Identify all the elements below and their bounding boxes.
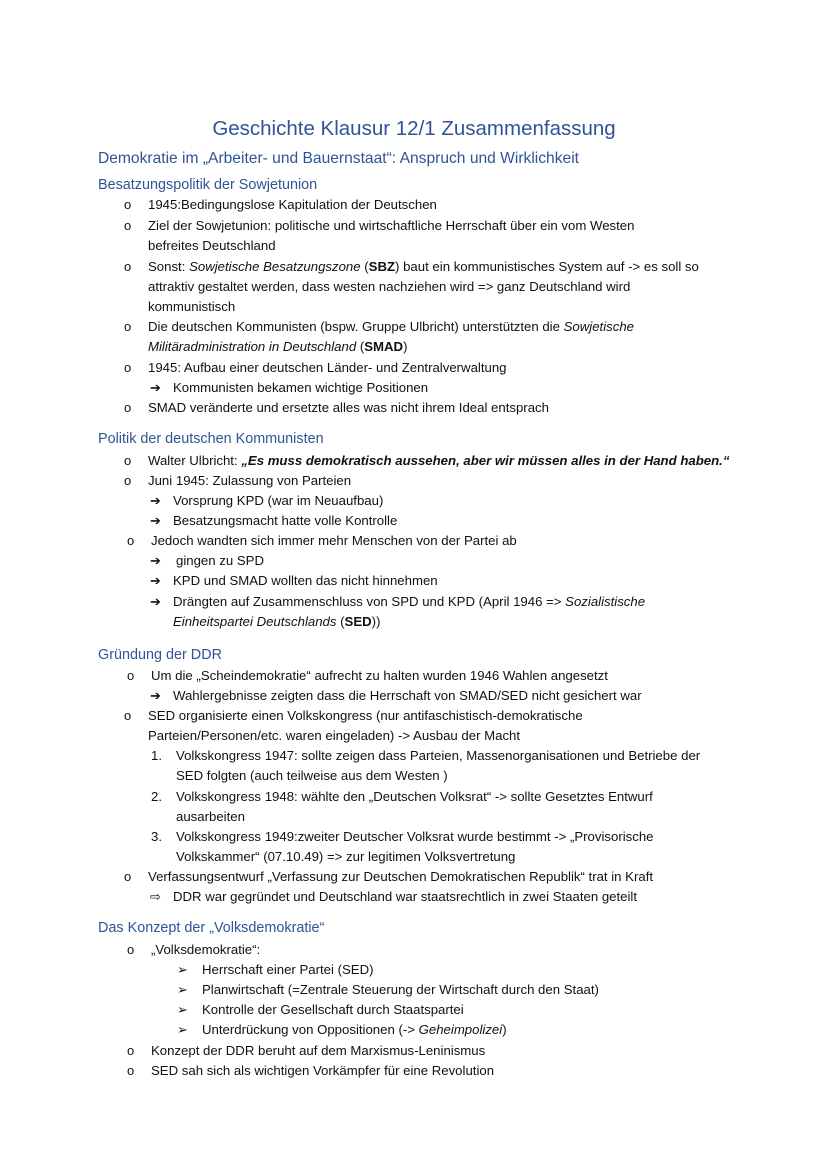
list-item-continuation: attraktiv gestaltet werden, dass westen nachziehen wird => ganz Deutschland wird	[148, 279, 631, 294]
section-heading-konzept: Das Konzept der „Volksdemokratie“	[98, 920, 325, 936]
bullet-icon: o	[124, 197, 132, 212]
arrow-right-icon: ➔	[150, 553, 161, 568]
numbered-item: Volkskongress 1947: sollte zeigen dass Parteien, Massenorganisationen und Betriebe der	[176, 748, 701, 763]
list-item: Verfassungsentwurf „Verfassung zur Deutschen Demokratischen Republik“ trat in Kraft	[148, 869, 654, 884]
sub-list-item-continuation: Einheitspartei Deutschlands (SED))	[173, 614, 381, 629]
sub-list-item: Wahlergebnisse zeigten dass die Herrschaft von SMAD/SED nicht gesichert war	[173, 688, 642, 703]
bullet-icon: o	[124, 319, 132, 334]
arrow-right-icon: ➔	[150, 513, 161, 528]
bullet-icon: o	[124, 869, 132, 884]
triangle-arrow-icon: ➢	[177, 982, 188, 997]
numbered-item-continuation: Volkskammer“ (07.10.49) => zur legitimen Volksvertretung	[176, 849, 516, 864]
list-item: Jedoch wandten sich immer mehr Menschen von der Partei ab	[151, 533, 517, 548]
list-item: Sonst: Sowjetische Besatzungszone (SBZ) baut ein kommunistisches System auf -> es soll so	[148, 259, 699, 274]
bullet-icon: o	[124, 360, 132, 375]
bullet-icon: o	[124, 473, 132, 488]
bullet-icon: o	[127, 942, 135, 957]
bullet-icon: o	[124, 259, 132, 274]
sub-list-item: Unterdrückung von Oppositionen (-> Geheimpolizei)	[202, 1022, 507, 1037]
bullet-icon: o	[127, 533, 135, 548]
sub-list-item: Vorsprung KPD (war im Neuaufbau)	[173, 493, 384, 508]
arrow-right-icon: ➔	[150, 594, 161, 609]
list-item: Ziel der Sowjetunion: politische und wirtschaftliche Herrschaft über ein vom Westen	[148, 218, 635, 233]
bullet-icon: o	[127, 668, 135, 683]
list-item: SED organisierte einen Volkskongress (nur antifaschistisch-demokratische	[148, 708, 583, 723]
hollow-arrow-icon: ⇨	[150, 889, 161, 904]
list-item: Walter Ulbricht: „Es muss demokratisch aussehen, aber wir müssen alles in der Hand haben.“	[148, 453, 730, 468]
numbered-item-continuation: ausarbeiten	[176, 809, 245, 824]
list-item: SMAD veränderte und ersetzte alles was nicht ihrem Ideal entsprach	[148, 400, 549, 415]
section-heading-gruendung: Gründung der DDR	[98, 647, 222, 663]
numbered-item-continuation: SED folgten (auch teilweise aus dem Westen )	[176, 768, 448, 783]
bullet-icon: o	[124, 400, 132, 415]
sub-list-item: Drängten auf Zusammenschluss von SPD und KPD (April 1946 => Sozialistische	[173, 594, 646, 609]
numbered-marker: 1.	[151, 748, 162, 763]
list-item: 1945: Aufbau einer deutschen Länder- und Zentralverwaltung	[148, 360, 507, 375]
sub-list-item: Kontrolle der Gesellschaft durch Staatspartei	[202, 1002, 464, 1017]
sub-list-item: Planwirtschaft (=Zentrale Steuerung der Wirtschaft durch den Staat)	[202, 982, 599, 997]
section-heading-besatzung: Besatzungspolitik der Sowjetunion	[98, 177, 318, 193]
list-item-continuation: Militäradministration in Deutschland (SMAD)	[148, 339, 408, 354]
bullet-icon: o	[124, 218, 132, 233]
triangle-arrow-icon: ➢	[177, 962, 188, 977]
numbered-marker: 2.	[151, 789, 162, 804]
main-heading: Demokratie im „Arbeiter- und Bauernstaat“: Anspruch und Wirklichkeit	[98, 150, 579, 167]
numbered-item: Volkskongress 1948: wählte den „Deutschen Volksrat“ -> sollte Gesetztes Entwurf	[176, 789, 653, 804]
numbered-item: Volkskongress 1949:zweiter Deutscher Volksrat wurde bestimmt -> „Provisorische	[176, 829, 654, 844]
sub-list-item: Besatzungsmacht hatte volle Kontrolle	[173, 513, 398, 528]
sub-list-item: Kommunisten bekamen wichtige Positionen	[173, 380, 429, 395]
sub-list-item: gingen zu SPD	[176, 553, 264, 568]
list-item-continuation: kommunistisch	[148, 299, 236, 314]
bullet-icon: o	[124, 453, 132, 468]
bullet-icon: o	[124, 708, 132, 723]
list-item: Konzept der DDR beruht auf dem Marxismus-Leninismus	[151, 1043, 486, 1058]
numbered-marker: 3.	[151, 829, 162, 844]
list-item-continuation: Parteien/Personen/etc. waren eingeladen) -> Ausbau der Macht	[148, 728, 521, 743]
arrow-right-icon: ➔	[150, 380, 161, 395]
bullet-icon: o	[127, 1043, 135, 1058]
arrow-right-icon: ➔	[150, 573, 161, 588]
list-item: 1945:Bedingungslose Kapitulation der Deutschen	[148, 197, 437, 212]
sub-list-item: Herrschaft einer Partei (SED)	[202, 962, 374, 977]
sub-list-item: KPD und SMAD wollten das nicht hinnehmen	[173, 573, 438, 588]
triangle-arrow-icon: ➢	[177, 1022, 188, 1037]
list-item: Juni 1945: Zulassung von Parteien	[148, 473, 352, 488]
arrow-right-icon: ➔	[150, 688, 161, 703]
page-title: Geschichte Klausur 12/1 Zusammenfassung	[212, 117, 616, 140]
list-item-continuation: befreites Deutschland	[148, 238, 276, 253]
list-item: Die deutschen Kommunisten (bspw. Gruppe Ulbricht) unterstützten die Sowjetische	[148, 319, 634, 334]
list-item: Um die „Scheindemokratie“ aufrecht zu halten wurden 1946 Wahlen angesetzt	[151, 668, 608, 683]
sub-list-item: DDR war gegründet und Deutschland war staatsrechtlich in zwei Staaten geteilt	[173, 889, 638, 904]
section-heading-politik: Politik der deutschen Kommunisten	[98, 431, 324, 447]
list-item: „Volksdemokratie“:	[151, 942, 261, 957]
arrow-right-icon: ➔	[150, 493, 161, 508]
triangle-arrow-icon: ➢	[177, 1002, 188, 1017]
list-item: SED sah sich als wichtigen Vorkämpfer für eine Revolution	[151, 1063, 495, 1078]
bullet-icon: o	[127, 1063, 135, 1078]
